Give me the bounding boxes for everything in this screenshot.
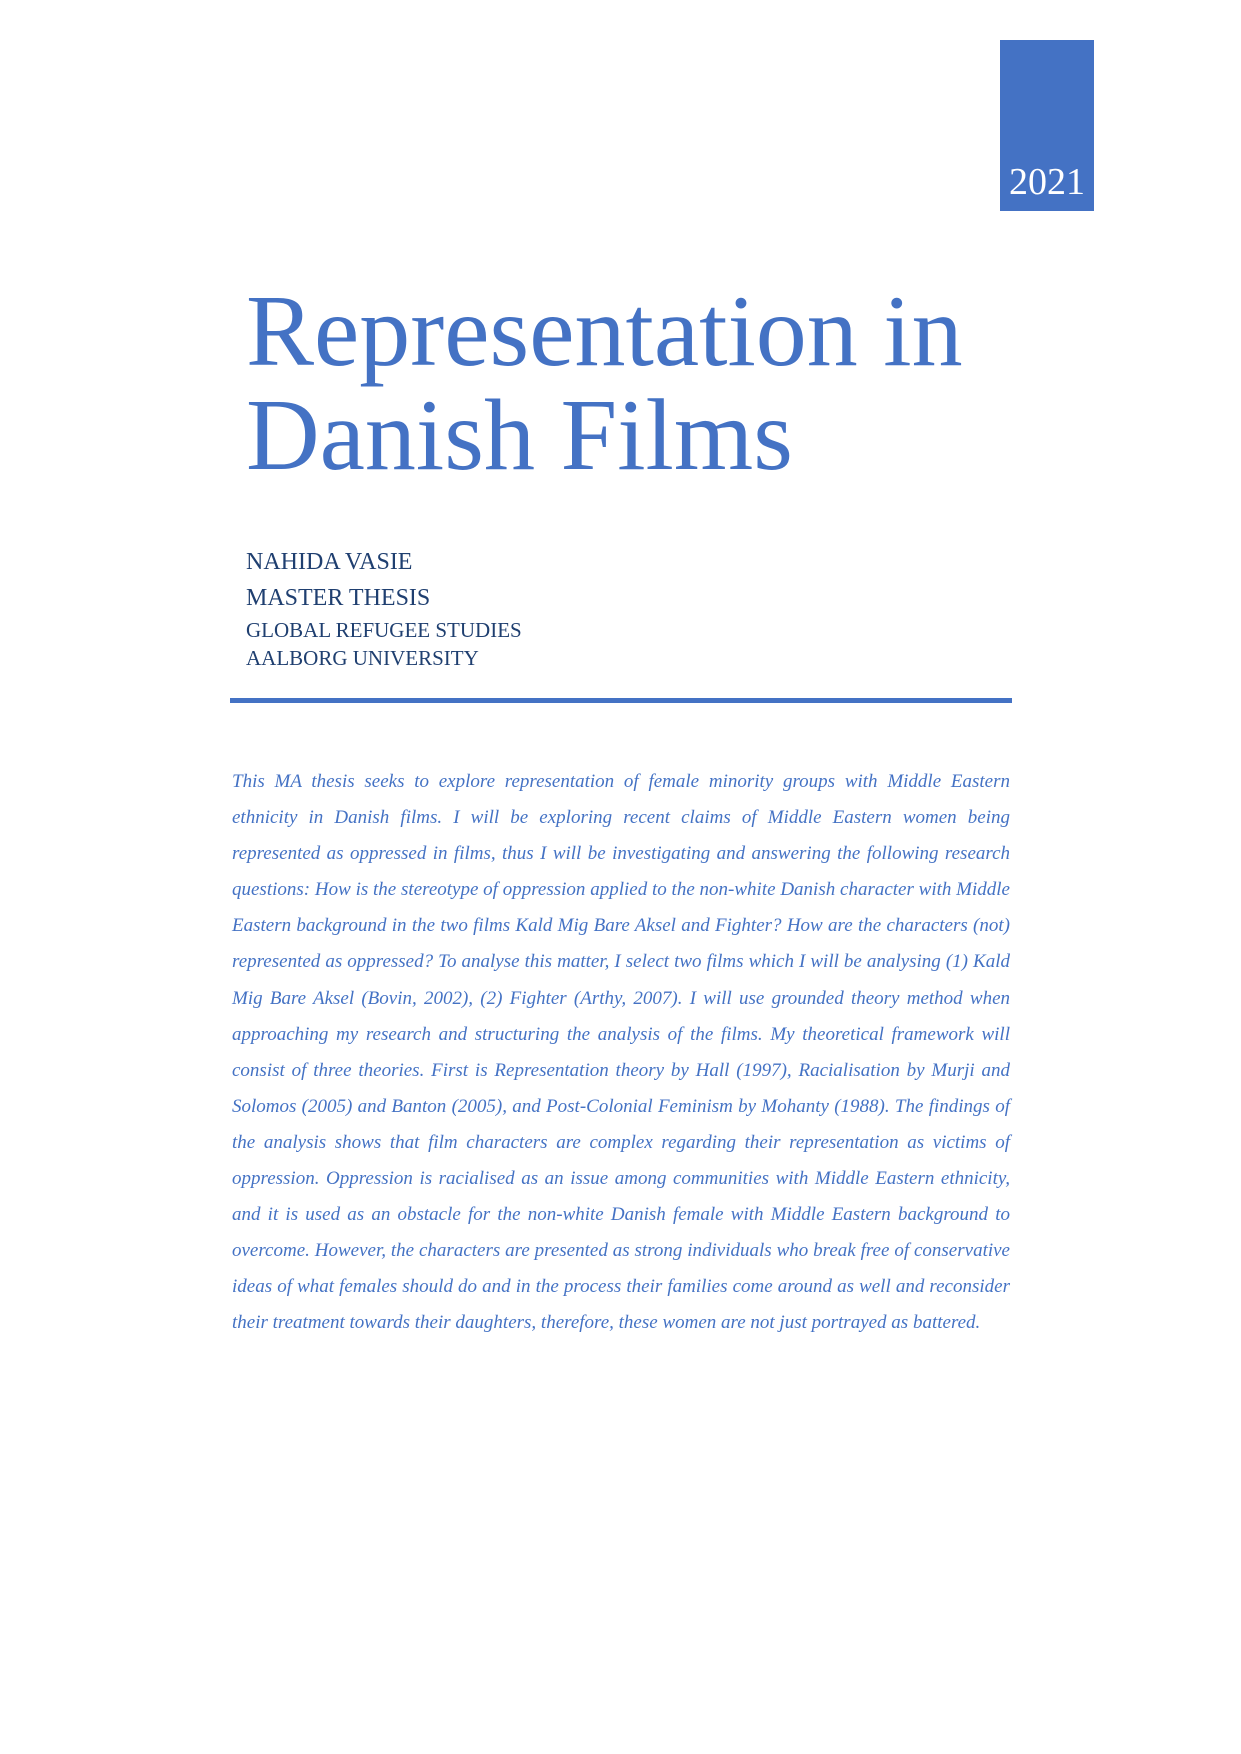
year-badge bbox=[1000, 40, 1094, 211]
author-info-block bbox=[246, 544, 522, 672]
programme-name: GLOBAL REFUGEE STUDIES bbox=[246, 618, 522, 642]
document-title: Representation in Danish Films bbox=[246, 275, 963, 492]
divider-rule bbox=[230, 698, 1012, 703]
year-label: 2021 bbox=[1009, 161, 1085, 203]
abstract-paragraph: This MA thesis seeks to explore representation of female minority groups with Middle Eastern ethnicity in Danish films. I will be exploring recent claims of Middle Eastern women being represented as oppressed in films, thus I will be investigating and answering the following research questions: How is the stereotype of oppression applied to the non-white Danish character with Middle Eastern background in the two films Kald Mig Bare Aksel and Fighter? How are the characters (not) represented as oppressed? To analyse this matter, I select two films which I will be analysing (1) Kald Mig Bare Aksel (Bovin, 2002), (2) Fighter (Arthy, 2007). I will use grounded theory method when approaching my research and structuring the analysis of the films. My theoretical framework will consist of three theories. First is Representation theory by Hall (1997), Racialisation by Murji and Solomos (2005) and Banton (2005), and Post-Colonial Feminism by Mohanty (1988). The findings of the analysis shows that film characters are complex regarding their representation as victims of oppression. Oppression is racialised as an issue among communities with Middle Eastern ethnicity, and it is used as an obstacle for the non-white Danish female with Middle Eastern background to overcome. However, the characters are presented as strong individuals who break free of conservative ideas of what females should do and in the process their families come around as well and reconsider their treatment towards their daughters, therefore, these women are not just portrayed as battered. bbox=[232, 771, 1010, 1334]
author-name: NAHIDA VASIE bbox=[246, 549, 413, 575]
document-type: MASTER THESIS bbox=[246, 585, 431, 611]
university-name: AALBORG UNIVERSITY bbox=[246, 646, 479, 670]
